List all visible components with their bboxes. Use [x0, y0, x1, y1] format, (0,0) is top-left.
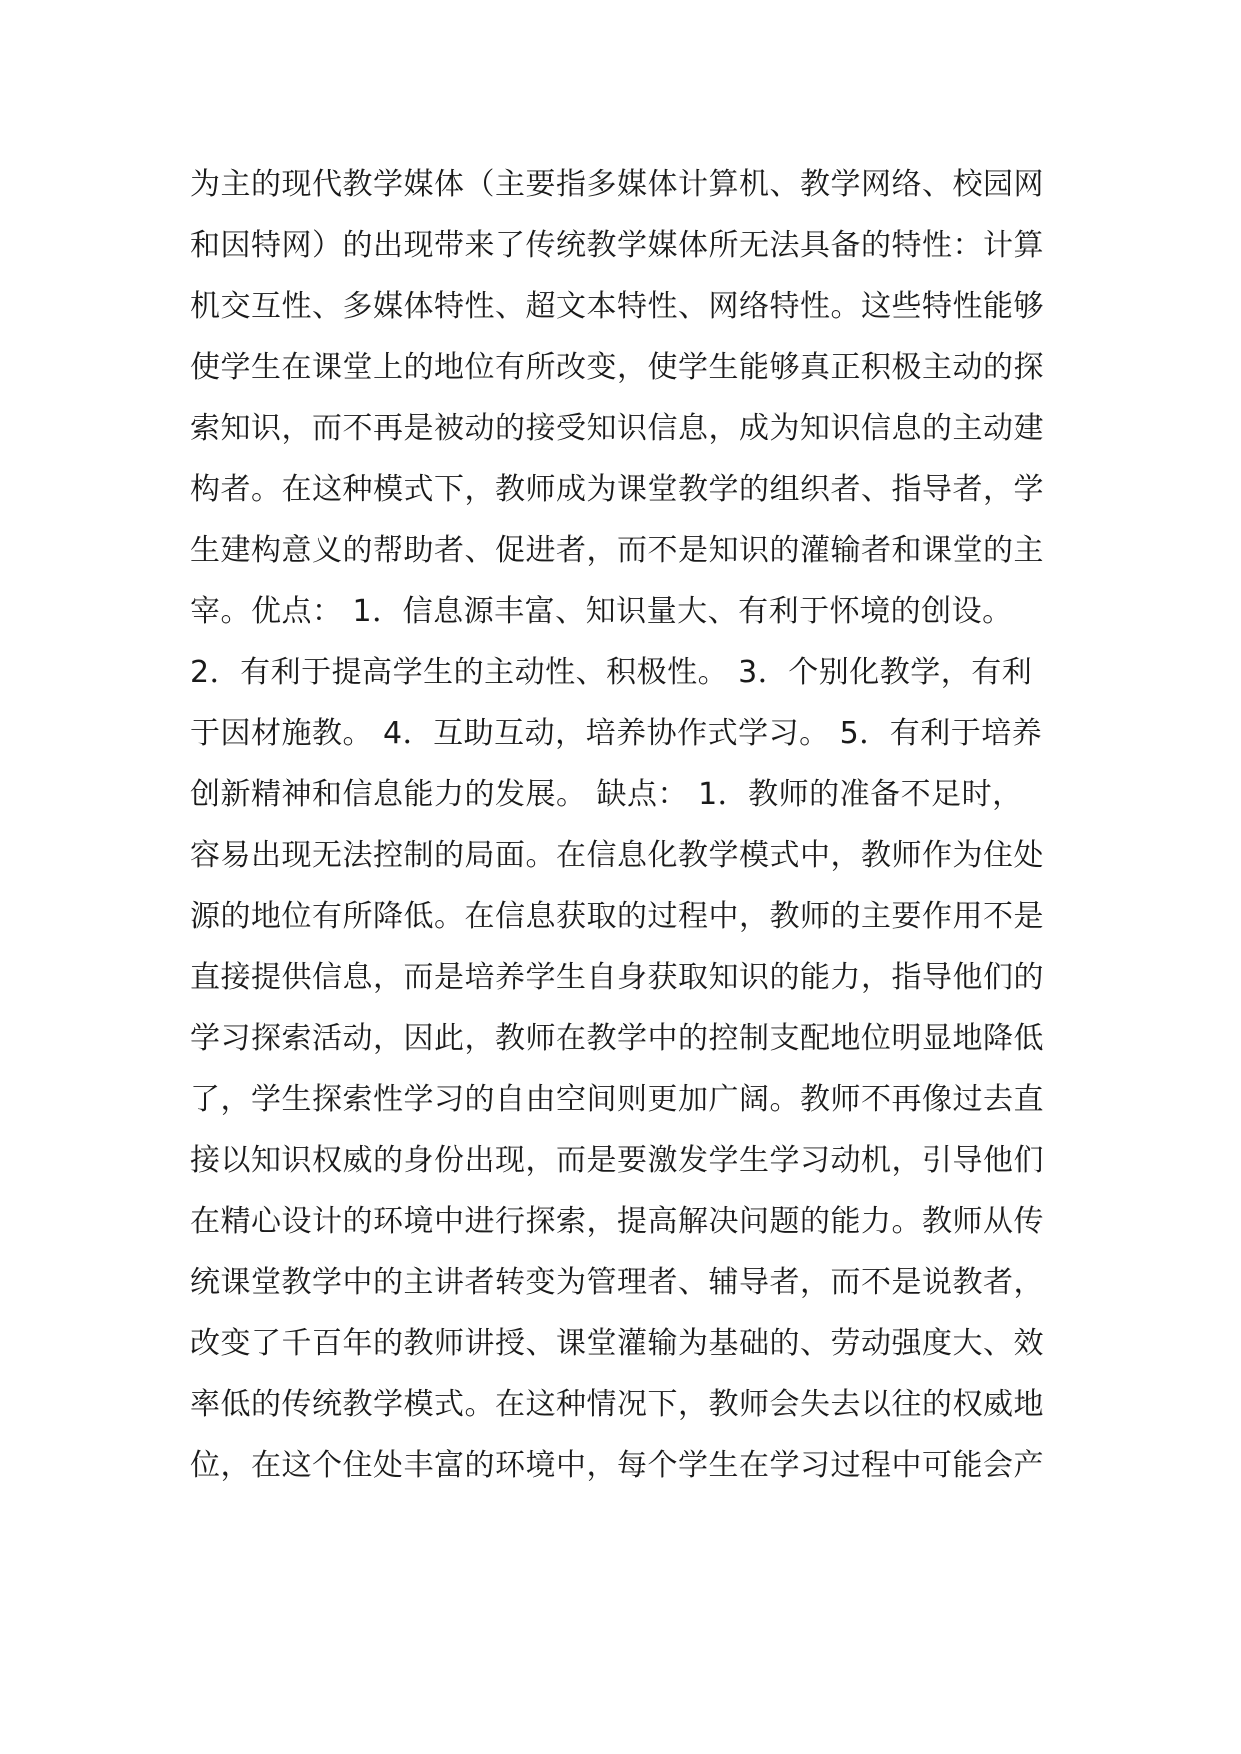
text-line: 了，学生探索性学习的自由空间则更加广阔。教师不再像过去直 — [190, 1082, 1044, 1117]
text-line: 学习探索活动，因此，教师在教学中的控制支配地位明显地降低 — [190, 1021, 1044, 1056]
text-line: 改变了千百年的教师讲授、课堂灌输为基础的、劳动强度大、效 — [190, 1326, 1044, 1361]
text-line: 生建构意义的帮助者、促进者，而不是知识的灌输者和课堂的主 — [190, 533, 1044, 568]
text-line: 统课堂教学中的主讲者转变为管理者、辅导者，而不是说教者， — [190, 1265, 1044, 1300]
text-line: 容易出现无法控制的局面。在信息化教学模式中，教师作为住处 — [190, 838, 1044, 873]
text-line: 接以知识权威的身份出现，而是要激发学生学习动机，引导他们 — [190, 1143, 1044, 1178]
text-line: 机交互性、多媒体特性、超文本特性、网络特性。这些特性能够 — [190, 289, 1044, 324]
text-line: 为主的现代教学媒体（主要指多媒体计算机、教学网络、校园网 — [190, 167, 1044, 202]
text-line: 位，在这个住处丰富的环境中，每个学生在学习过程中可能会产 — [190, 1448, 1044, 1483]
text-line: 索知识，而不再是被动的接受知识信息，成为知识信息的主动建 — [190, 411, 1044, 446]
text-line: 直接提供信息，而是培养学生自身获取知识的能力，指导他们的 — [190, 960, 1044, 995]
body-text — [190, 154, 1070, 1496]
text-line: 和因特网）的出现带来了传统教学媒体所无法具备的特性：计算 — [190, 228, 1044, 263]
text-line: 在精心设计的环境中进行探索，提高解决问题的能力。教师从传 — [190, 1204, 1044, 1239]
text-line: 源的地位有所降低。在信息获取的过程中，教师的主要作用不是 — [190, 899, 1044, 934]
text-line: 使学生在课堂上的地位有所改变，使学生能够真正积极主动的探 — [190, 350, 1044, 385]
text-line: 率低的传统教学模式。在这种情况下，教师会失去以往的权威地 — [190, 1387, 1044, 1422]
text-line: 创新精神和信息能力的发展。 缺点： 1．教师的准备不足时， — [190, 777, 1023, 812]
text-line: 宰。优点： 1．信息源丰富、知识量大、有利于怀境的创设。 — [190, 594, 1013, 629]
text-line: 2．有利于提高学生的主动性、积极性。 3．个别化教学，有利 — [190, 655, 1033, 690]
text-line: 于因材施教。 4．互助互动，培养协作式学习。 5．有利于培养 — [190, 716, 1043, 751]
text-line: 构者。在这种模式下，教师成为课堂教学的组织者、指导者，学 — [190, 472, 1044, 507]
